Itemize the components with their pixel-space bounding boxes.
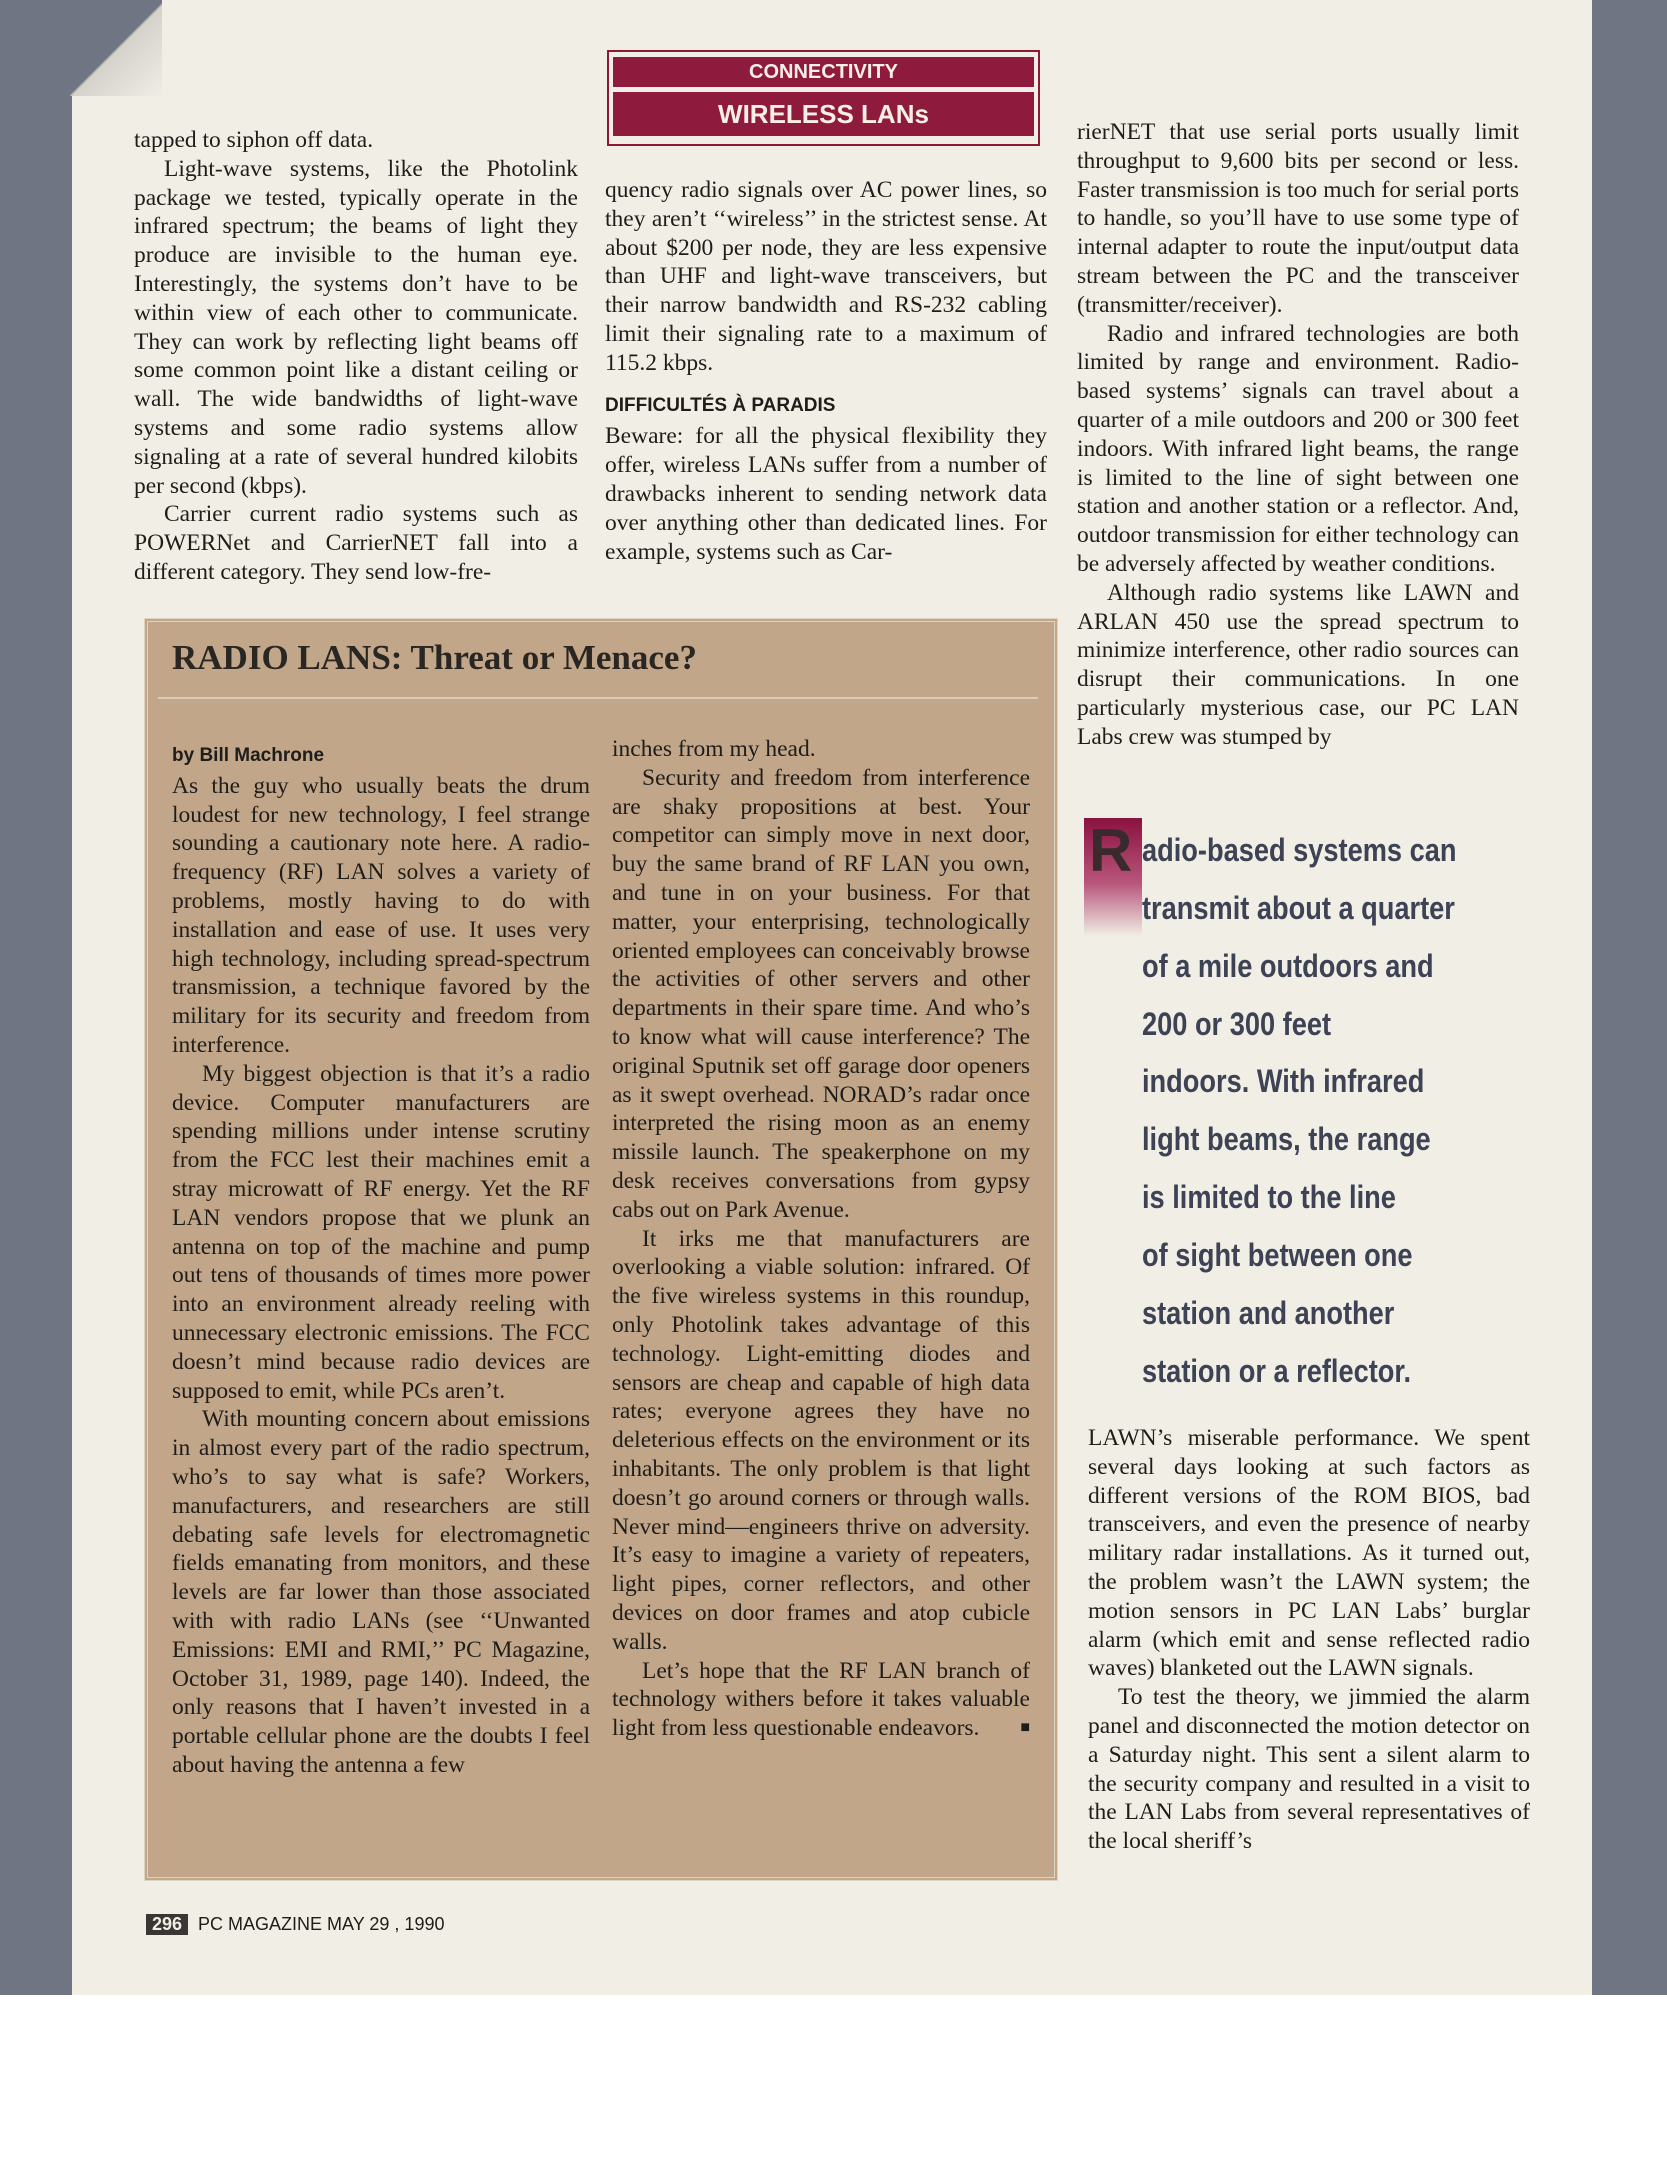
page-corner-fold [70,0,162,96]
paragraph-text: Let’s hope that the RF LAN branch of technology withers before it takes valuable light from less questionable endeavors. [612,1657,1030,1742]
pull-quote-line: station and another [1142,1295,1395,1331]
sidebar-column-right [612,735,1030,1743]
paragraph: LAWN’s miserable performance. We spent several days looking at such factors as different versions of the ROM BIOS, bad transceivers, and even the presence of nearby military radar installations. As it turned out, the problem wasn’t the LAWN system; the motion sensors in PC LAN Labs’ burglar alarm (which emit and sense reflected radio waves) blanketed out the LAWN signals. [1088,1425,1530,1682]
paragraph: inches from my head. [612,736,816,762]
page-number: 296 [146,1914,188,1935]
article-column-left [134,126,578,587]
page-footer [146,1914,444,1935]
sidebar-column-left [172,742,590,1780]
pull-quote-line: adio-based systems can [1142,832,1457,868]
pull-quote-line: of sight between one [1142,1237,1413,1273]
paragraph: Radio and infrared technologies are both limited by range and environment. Radio-based systems’ signals can travel about a quarter of a mile outdoors and 200 or 300 feet indoors. With infrared light beams, the range is limited to the line of sight between one station and another station or a reflector. And, outdoor transmission for either technology can be adversely affected by weather conditions. [1077,320,1519,577]
pull-quote-line: light beams, the range [1142,1121,1431,1157]
pull-quote-line: of a mile outdoors and [1142,948,1434,984]
subheading: DIFFICULTÉS À PARADIS [605,394,836,416]
pull-quote [1084,818,1524,1388]
publication-info: PC MAGAZINE MAY 29 , 1990 [198,1914,445,1934]
paragraph: Beware: for all the physical flexibility they offer, wireless LANs suffer from a number of drawbacks inherent to sending network data over anything other than dedicated lines. For example, systems such as Car- [605,423,1047,565]
paragraph: Light-wave systems, like the Photolink package we tested, typically operate in the infrared spectrum; the beams of light they produce are invisible to the human eye. Interestingly, the systems don’t have to be within view of each other to communicate. They can work by reflecting light beams off some common point like a distant ceiling or wall. The wide bandwidths of light-wave systems and some radio systems allow signaling at a rate of several hundred kilobits per second (kbps). [134,155,578,499]
pull-quote-line: 200 or 300 feet [1142,1006,1332,1042]
article-column-right-top [1077,118,1519,752]
paragraph: Although radio systems like LAWN and ARLAN 450 use the spread spectrum to minimize interference, other radio sources can disrupt their communications. In one particularly mysterious case, our PC LAN Labs crew was stumped by [1077,579,1519,750]
section-header [607,50,1040,146]
paragraph: tapped to siphon off data. [134,127,374,153]
article-column-middle [605,176,1047,566]
paragraph: To test the theory, we jimmied the alarm panel and disconnected the motion detector on a Saturday night. This sent a silent alarm to the security company and resulted in a visit to the LAN Labs from several representatives of the local sheriff’s [1088,1684,1530,1855]
paragraph: My biggest objection is that it’s a radio device. Computer manufacturers are spending millions under intense scrutiny from the FCC lest their machines emit a stray microwatt of RF energy. Yet the RF LAN vendors propose that we plunk an antenna on top of the machine and pump out tens of thousands of times more power into an environment already reeling with unnecessary electronic emissions. The FCC doesn’t mind because radio devices are supposed to emit, while PCs aren’t. [172,1060,590,1404]
pull-quote-line: is limited to the line [1142,1179,1396,1215]
paragraph: It irks me that manufacturers are overlooking a viable solution: infrared. Of the five wireless systems in this roundup, only Photolink takes advantage of this technology. Light-emitting diodes and sensors are cheap and capable of high data rates; everyone agrees they have no deleterious effects on the environment or its inhabitants. The only problem is that light doesn’t go around corners or through walls. Never mind—engineers thrive on adversity. It’s easy to imagine a variety of repeaters, light pipes, corner reflectors, and other devices on door frames and atop cubicle walls. [612,1225,1030,1655]
article-column-right-bottom [1088,1424,1530,1856]
paragraph: As the guy who usually beats the drum loudest for new technology, I feel strange sounding a cautionary note here. A radio-frequency (RF) LAN solves a variety of problems, mostly having to do with installation and ease of use. It uses very high technology, including spread-spectrum transmission, a technique favored by the military for its security and freedom from interference. [172,772,590,1058]
section-label: CONNECTIVITY [613,57,1034,87]
pull-quote-line: indoors. With infrared [1142,1063,1425,1099]
end-mark-icon: ■ [1020,1719,1030,1737]
paragraph [612,1657,1030,1743]
paragraph: quency radio signals over AC power lines, so they aren’t ‘‘wireless’’ in the strictest sense. At about $200 per node, they are less expensive than UHF and light-wave transceivers, but their narrow bandwidth and RS-232 cabling limit their signaling rate to a maximum of 115.2 kbps. [605,177,1047,376]
paragraph: Security and freedom from interference are shaky propositions at best. Your competitor can simply move in next door, buy the same brand of RF LAN you own, and tune in on your business. For that matter, your enterprising, technologically oriented employees can conceivably browse the activities of other servers and other departments in their spare time. And who’s to know what will cause interference? The original Sputnik set off garage door openers as it swept overhead. NORAD’s radar once interpreted the rising moon as an enemy missile launch. The speakerphone on my desk receives conversations from gypsy cabs out on Park Avenue. [612,764,1030,1223]
sidebar-divider [158,697,1038,699]
byline: by Bill Machrone [172,745,325,766]
drop-cap-letter: R [1089,817,1133,884]
paragraph: With mounting concern about emissions in almost every part of the radio spectrum, who’s to say what is safe? Workers, manufacturers, and researchers are still debating safe levels for electromagnetic fields emanating from monitors, and these levels are far lower than those associated with with radio LANs (see ‘‘Unwanted Emissions: EMI and RMI,’’ PC Magazine, October 31, 1989, page 140). Indeed, the only reasons that I haven’t invested in a portable cellular phone are the doubts I feel about having the antenna a few [172,1406,590,1778]
pull-quote-line: station or a reflector. [1142,1353,1412,1389]
sidebar-title: RADIO LANS: Threat or Menace? [172,638,697,677]
pull-quote-line: transmit about a quarter [1142,890,1455,926]
paragraph: rierNET that use serial ports usually limit throughput to 9,600 bits per second or less. Faster transmission is too much for serial ports to handle, so you’ll have to use some type of internal adapter to route the input/output data stream between the PC and the transceiver (transmitter/receiver). [1077,119,1519,318]
paragraph: Carrier current radio systems such as POWERNet and CarrierNET fall into a different category. They send low-fre- [134,501,578,585]
topic-label: WIRELESS LANs [613,92,1034,136]
